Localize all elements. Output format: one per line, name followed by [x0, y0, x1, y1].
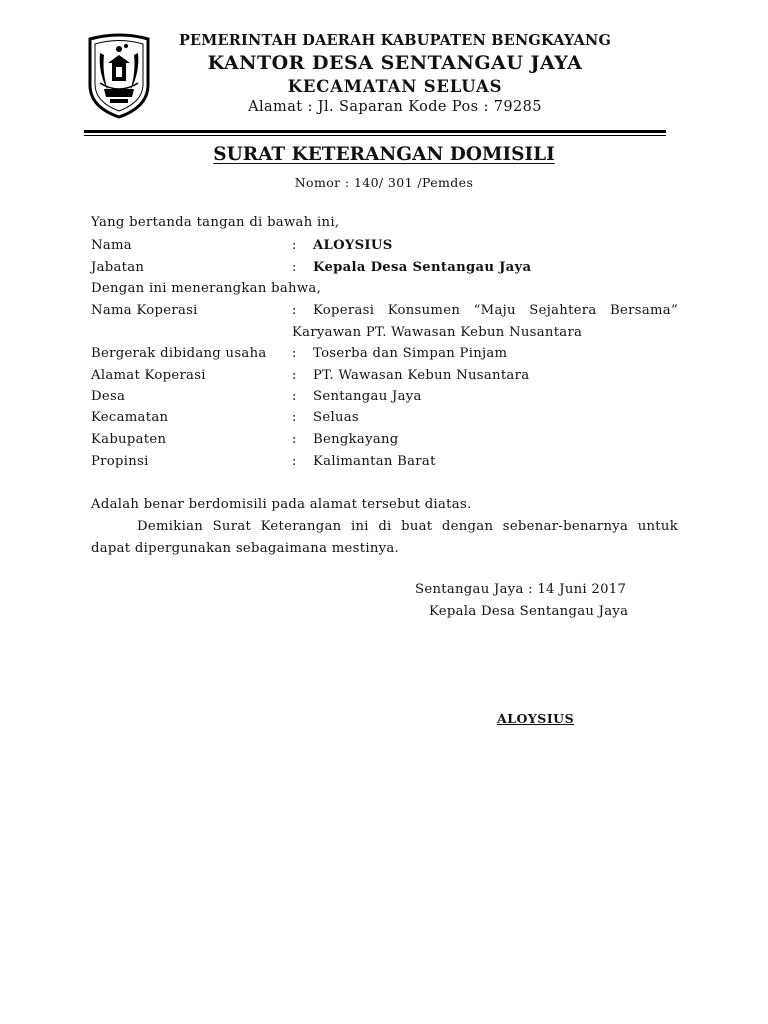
field-label-alamat-koperasi: Alamat Koperasi	[91, 368, 206, 383]
opening-text: Yang bertanda tangan di bawah ini,	[91, 215, 340, 230]
field-value-propinsi: Kalimantan Barat	[313, 454, 436, 469]
document-title-text: SURAT KETERANGAN DOMISILI	[213, 144, 555, 165]
field-colon: :	[292, 410, 297, 425]
field-label-desa: Desa	[91, 389, 126, 404]
field-value-kecamatan: Seluas	[313, 410, 359, 425]
closing-paragraph: Demikian Surat Keterangan ini di buat dengan sebenar-benarnya untuk dapat dipergunakan sebagaimana mestinya.	[91, 519, 678, 556]
signature-name: ALOYSIUS	[497, 711, 575, 726]
field-colon: :	[292, 238, 297, 253]
field-colon: :	[292, 454, 297, 469]
field-label-nama-koperasi: Nama Koperasi	[91, 303, 198, 318]
document-number: Nomor : 140/ 301 /Pemdes	[294, 175, 474, 190]
field-value-nama-koperasi: Koperasi Konsumen “Maju Sejahtera Bersama”	[313, 303, 678, 318]
letterhead-office: KANTOR DESA SENTANGAU JAYA	[207, 52, 583, 74]
field-colon: :	[292, 389, 297, 404]
field-value-desa: Sentangau Jaya	[313, 389, 422, 404]
field-colon: :	[292, 432, 297, 447]
letterhead-address: Alamat : Jl. Saparan Kode Pos : 79285	[248, 99, 542, 115]
signature-place-date: Sentangau Jaya : 14 Juni 2017	[415, 582, 627, 597]
field-label-nama: Nama	[91, 238, 132, 253]
bengkayang-regency-crest-icon	[86, 33, 152, 119]
letterhead-divider-thin	[84, 135, 666, 136]
letterhead-government: PEMERINTAH DAERAH KABUPATEN BENGKAYANG	[178, 32, 612, 49]
field-value-nama: ALOYSIUS	[313, 238, 393, 253]
field-label-jabatan: Jabatan	[91, 260, 145, 275]
field-label-kabupaten: Kabupaten	[91, 432, 167, 447]
field-value-jabatan: Kepala Desa Sentangau Jaya	[313, 260, 532, 275]
signature-position: Kepala Desa Sentangau Jaya	[429, 604, 629, 619]
field-value-koperasi-continued: Karyawan PT. Wawasan Kebun Nusantara	[292, 325, 583, 340]
document-title	[0, 144, 768, 165]
intro-text: Dengan ini menerangkan bahwa,	[91, 281, 322, 296]
field-label-kecamatan: Kecamatan	[91, 410, 169, 425]
field-value-kabupaten: Bengkayang	[313, 432, 399, 447]
letterhead-divider-thick	[84, 130, 666, 133]
field-colon: :	[292, 368, 297, 383]
field-value-bidang-usaha: Toserba dan Simpan Pinjam	[313, 346, 508, 361]
letterhead-district: KECAMATAN SELUAS	[287, 77, 503, 96]
field-label-propinsi: Propinsi	[91, 454, 149, 469]
statement-text: Adalah benar berdomisili pada alamat tersebut diatas.	[91, 497, 472, 512]
field-colon: :	[292, 260, 297, 275]
field-label-bidang-usaha: Bergerak dibidang usaha	[91, 346, 267, 361]
field-colon: :	[292, 303, 297, 318]
field-value-alamat-koperasi: PT. Wawasan Kebun Nusantara	[313, 368, 530, 383]
field-colon: :	[292, 346, 297, 361]
